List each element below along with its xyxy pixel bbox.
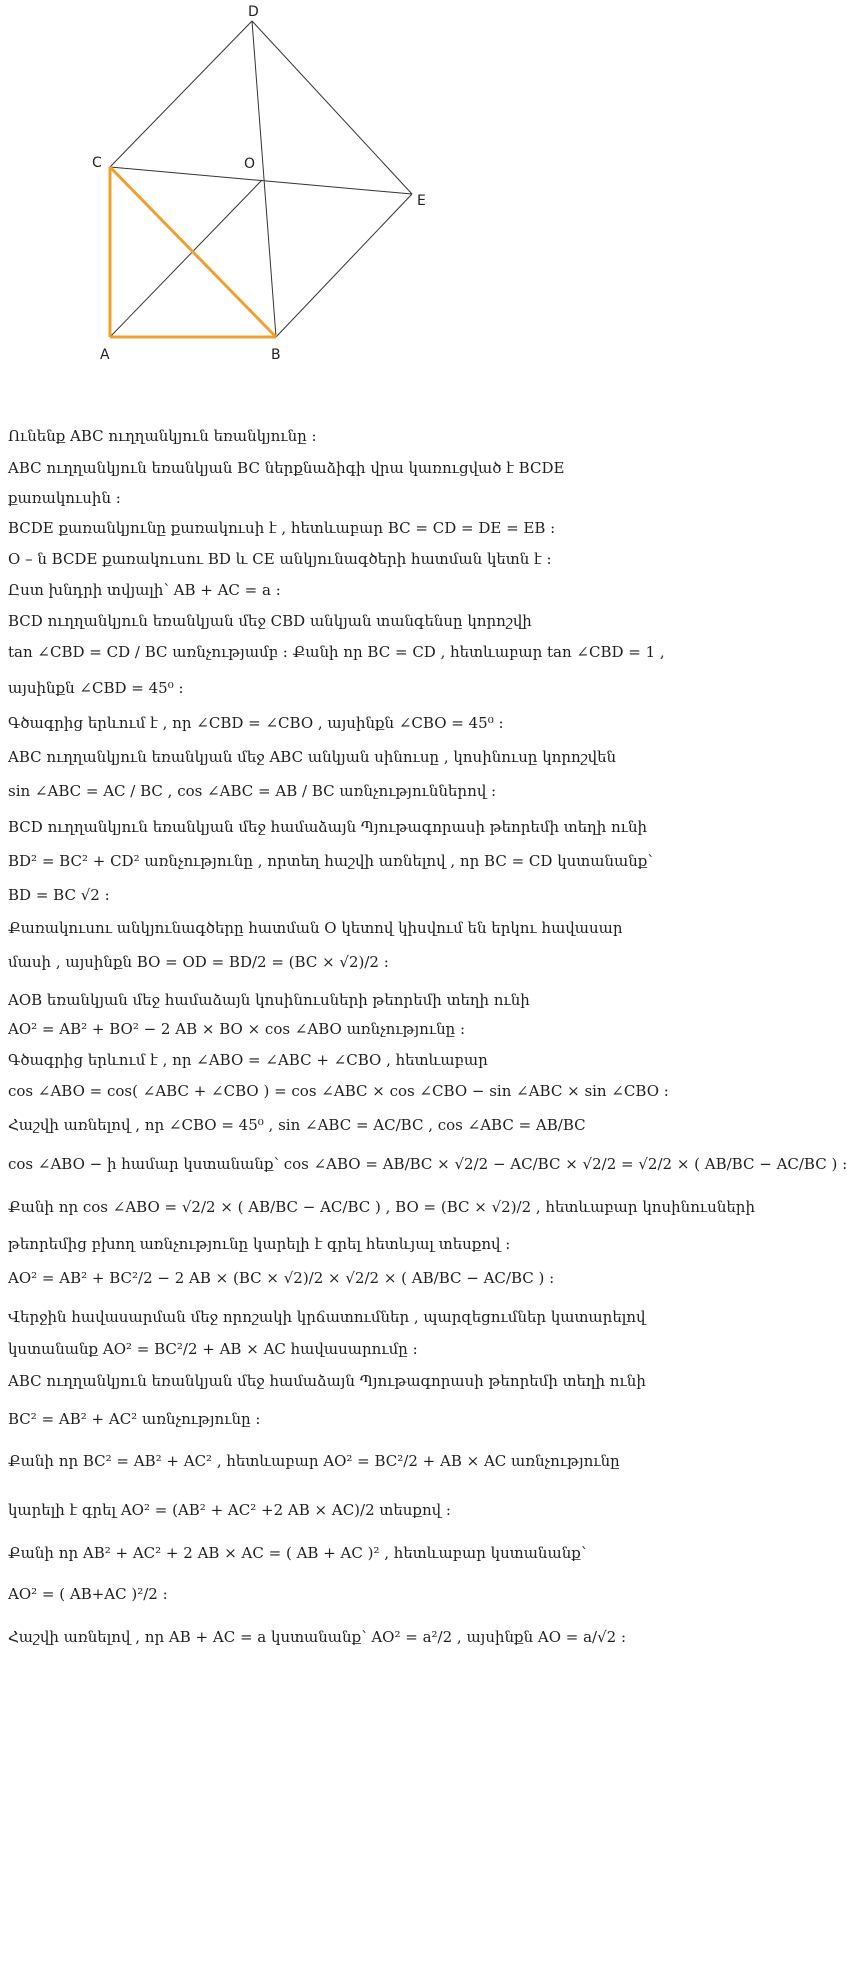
- text-line: Քանի որ AB² + AC² + 2 AB × AC = ( AB + AC )² , հետևաբար կստանանք՝: [8, 1544, 587, 1562]
- text-line: AO² = AB² + BO² − 2 AB × BO × cos ∠ABO առնչությունը :: [8, 1020, 466, 1038]
- text-line: Գծագրից երևում է , որ ∠CBD = ∠CBO , այսինքն ∠CBO = 45⁰ :: [8, 714, 504, 732]
- segment-CD: [110, 21, 252, 167]
- point-label-O: O: [244, 156, 256, 172]
- text-line: Քառակուսու անկյունագծերը հատման O կետով կիսվում են երկու հավասար: [8, 919, 623, 937]
- point-label-B: B: [271, 347, 281, 363]
- text-line: Գծագրից երևում է , որ ∠ABO = ∠ABC + ∠CBO , հետևաբար: [8, 1051, 488, 1069]
- point-label-E: E: [417, 193, 426, 209]
- text-line: ABC ուղղանկյուն եռանկյան BC ներքնաձիգի վրա կառուցված է BCDE: [8, 459, 565, 477]
- segment-AO: [110, 180, 262, 337]
- text-line: կարելի է գրել AO² = (AB² + AC² +2 AB × AC)/2 տեսքով :: [8, 1501, 451, 1519]
- text-line: BC² = AB² + AC² առնչությունը :: [8, 1410, 261, 1428]
- point-label-D: D: [248, 4, 259, 20]
- text-line: BD² = BC² + CD² առնչությունը , որտեղ հաշվի առնելով , որ BC = CD կստանանք՝: [8, 852, 653, 870]
- text-line: AO² = ( AB+AC )²/2 :: [8, 1585, 168, 1603]
- text-line: մասի , այսինքն BO = OD = BD/2 = (BC × √2)/2 :: [8, 953, 389, 971]
- text-line: cos ∠ABO − ի համար կստանանք՝ cos ∠ABO = AB/BC × √2/2 − AC/BC × √2/2 = √2/2 × ( AB/BC − AC/BC ) :: [8, 1155, 847, 1173]
- geometry-figure: [0, 0, 715, 370]
- text-line: sin ∠ABC = AC / BC , cos ∠ABC = AB / BC առնչություններով :: [8, 782, 497, 800]
- text-line: Հաշվի առնելով , որ ∠CBO = 45⁰ , sin ∠ABC = AC/BC , cos ∠ABC = AB/BC: [8, 1116, 586, 1134]
- text-line: AO² = AB² + BC²/2 − 2 AB × (BC × √2)/2 × √2/2 × ( AB/BC − AC/BC ) :: [8, 1269, 555, 1287]
- text-line: Վերջին հավասարման մեջ որոշակի կրճատումներ , պարզեցումներ կատարելով: [8, 1308, 646, 1326]
- text-line: BCD ուղղանկյուն եռանկյան մեջ CBD անկյան տանգենսը կորոշվի: [8, 612, 532, 630]
- text-line: tan ∠CBD = CD / BC առնչությամբ : Քանի որ BC = CD , հետևաբար tan ∠CBD = 1 ,: [8, 643, 665, 661]
- text-line: Հաշվի առնելով , որ AB + AC = a կստանանք՝ AO² = a²/2 , այսինքն AO = a/√2 :: [8, 1628, 627, 1646]
- point-label-C: C: [92, 155, 102, 171]
- point-label-A: A: [100, 347, 110, 363]
- text-line: Ունենք ABC ուղղանկյուն եռանկյունը :: [8, 427, 317, 445]
- text-line: cos ∠ABO = cos( ∠ABC + ∠CBO ) = cos ∠ABC × cos ∠CBO − sin ∠ABC × sin ∠CBO :: [8, 1082, 669, 1100]
- text-line: այսինքն ∠CBD = 45⁰ :: [8, 679, 184, 697]
- text-line: Ըստ խնդրի տվյալի՝ AB + AC = a :: [8, 581, 281, 599]
- text-line: Քանի որ cos ∠ABO = √2/2 × ( AB/BC − AC/BC ) , BO = (BC × √2)/2 , հետևաբար կոսինուսների: [8, 1198, 755, 1216]
- text-line: ABC ուղղանկյուն եռանկյան մեջ համաձայն Պյութագորասի թեորեմի տեղի ունի: [8, 1372, 646, 1390]
- text-line: AOB եռանկյան մեջ համաձայն կոսինուսների թեորեմի տեղի ունի: [8, 991, 530, 1009]
- text-line: O – ն BCDE քառակուսու BD և CE անկյունագծերի հատման կետն է :: [8, 550, 552, 568]
- segment-EB: [276, 194, 412, 337]
- text-line: BCD ուղղանկյուն եռանկյան մեջ համաձայն Պյութագորասի թեորեմի տեղի ունի: [8, 818, 648, 836]
- text-line: BCDE քառանկյունը քառակուսի է , հետևաբար BC = CD = DE = EB :: [8, 519, 556, 537]
- diagonal-BD: [252, 21, 276, 337]
- text-line: Քանի որ BC² = AB² + AC² , հետևաբար AO² = BC²/2 + AB × AC առնչությունը: [8, 1452, 620, 1470]
- text-line: ABC ուղղանկյուն եռանկյան մեջ ABC անկյան սինուսը , կոսինուսը կորոշվեն: [8, 748, 617, 766]
- text-line: քառակուսին :: [8, 489, 121, 507]
- text-line: թեորեմից բխող առնչությունը կարելի է գրել հետևյալ տեսքով :: [8, 1235, 511, 1253]
- text-line: BD = BC √2 :: [8, 886, 110, 904]
- text-line: կստանանք AO² = BC²/2 + AB × AC հավասարումը :: [8, 1340, 418, 1358]
- segment-DE: [252, 21, 412, 194]
